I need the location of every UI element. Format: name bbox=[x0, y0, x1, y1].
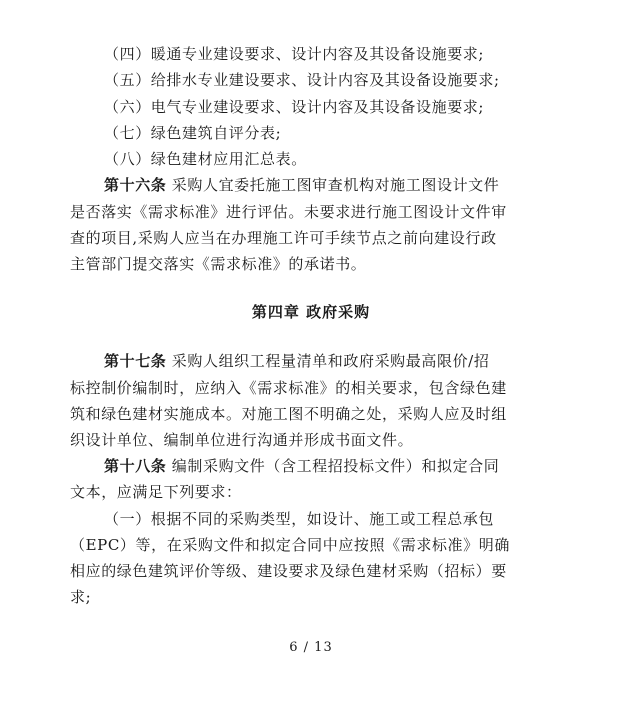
article-16-text-1: 采购人宜委托施工图审查机构对施工图设计文件 bbox=[171, 176, 500, 194]
article-16-text-2: 是否落实《需求标准》进行评估。未要求进行施工图设计文件审 bbox=[70, 203, 507, 221]
article-17-text-1: 采购人组织工程量清单和政府采购最高限价/招 bbox=[171, 352, 490, 370]
article-17-first-line bbox=[104, 351, 489, 371]
article-16-first-line bbox=[104, 175, 499, 195]
article-18-item-1-line-4: 求; bbox=[70, 588, 92, 606]
article-16-title: 第十六条 bbox=[104, 176, 167, 194]
list-item-7: （七）绿色建筑自评分表; bbox=[104, 124, 282, 142]
list-item-4: （四）暖通专业建设要求、设计内容及其设备设施要求; bbox=[104, 45, 485, 63]
article-18-text-2: 文本，应满足下列要求： bbox=[70, 483, 242, 501]
article-18-item-1-line-2: （EPC）等，在采购文件和拟定合同中应按照《需求标准》明确 bbox=[70, 536, 510, 554]
article-18-title: 第十八条 bbox=[104, 457, 167, 475]
article-18-first-line bbox=[104, 456, 499, 476]
article-18-item-1-line-3: 相应的绿色建筑评价等级、建设要求及绿色建材采购（招标）要 bbox=[70, 562, 507, 580]
page-number: 6 / 13 bbox=[289, 640, 333, 655]
article-17-text-4: 织设计单位、编制单位进行沟通并形成书面文件。 bbox=[70, 431, 414, 449]
article-16-text-3: 查的项目,采购人应当在办理施工许可手续节点之前向建设行政 bbox=[70, 229, 497, 247]
list-item-8: （八）绿色建材应用汇总表。 bbox=[104, 150, 307, 168]
list-item-6: （六）电气专业建设要求、设计内容及其设备设施要求; bbox=[104, 98, 485, 116]
chapter-heading: 第四章 政府采购 bbox=[251, 303, 371, 321]
article-18-item-1-line-1: （一）根据不同的采购类型，如设计、施工或工程总承包 bbox=[104, 510, 495, 528]
article-18-text-1: 编制采购文件（含工程招投标文件）和拟定合同 bbox=[171, 457, 500, 475]
article-17-text-3: 筑和绿色建材实施成本。对施工图不明确之处，采购人应及时组 bbox=[70, 405, 507, 423]
article-17-title: 第十七条 bbox=[104, 352, 167, 370]
article-16-text-4: 主管部门提交落实《需求标准》的承诺书。 bbox=[70, 255, 367, 273]
list-item-5: （五）给排水专业建设要求、设计内容及其设备设施要求; bbox=[104, 71, 500, 89]
article-17-text-2: 标控制价编制时，应纳入《需求标准》的相关要求，包含绿色建 bbox=[70, 379, 507, 397]
